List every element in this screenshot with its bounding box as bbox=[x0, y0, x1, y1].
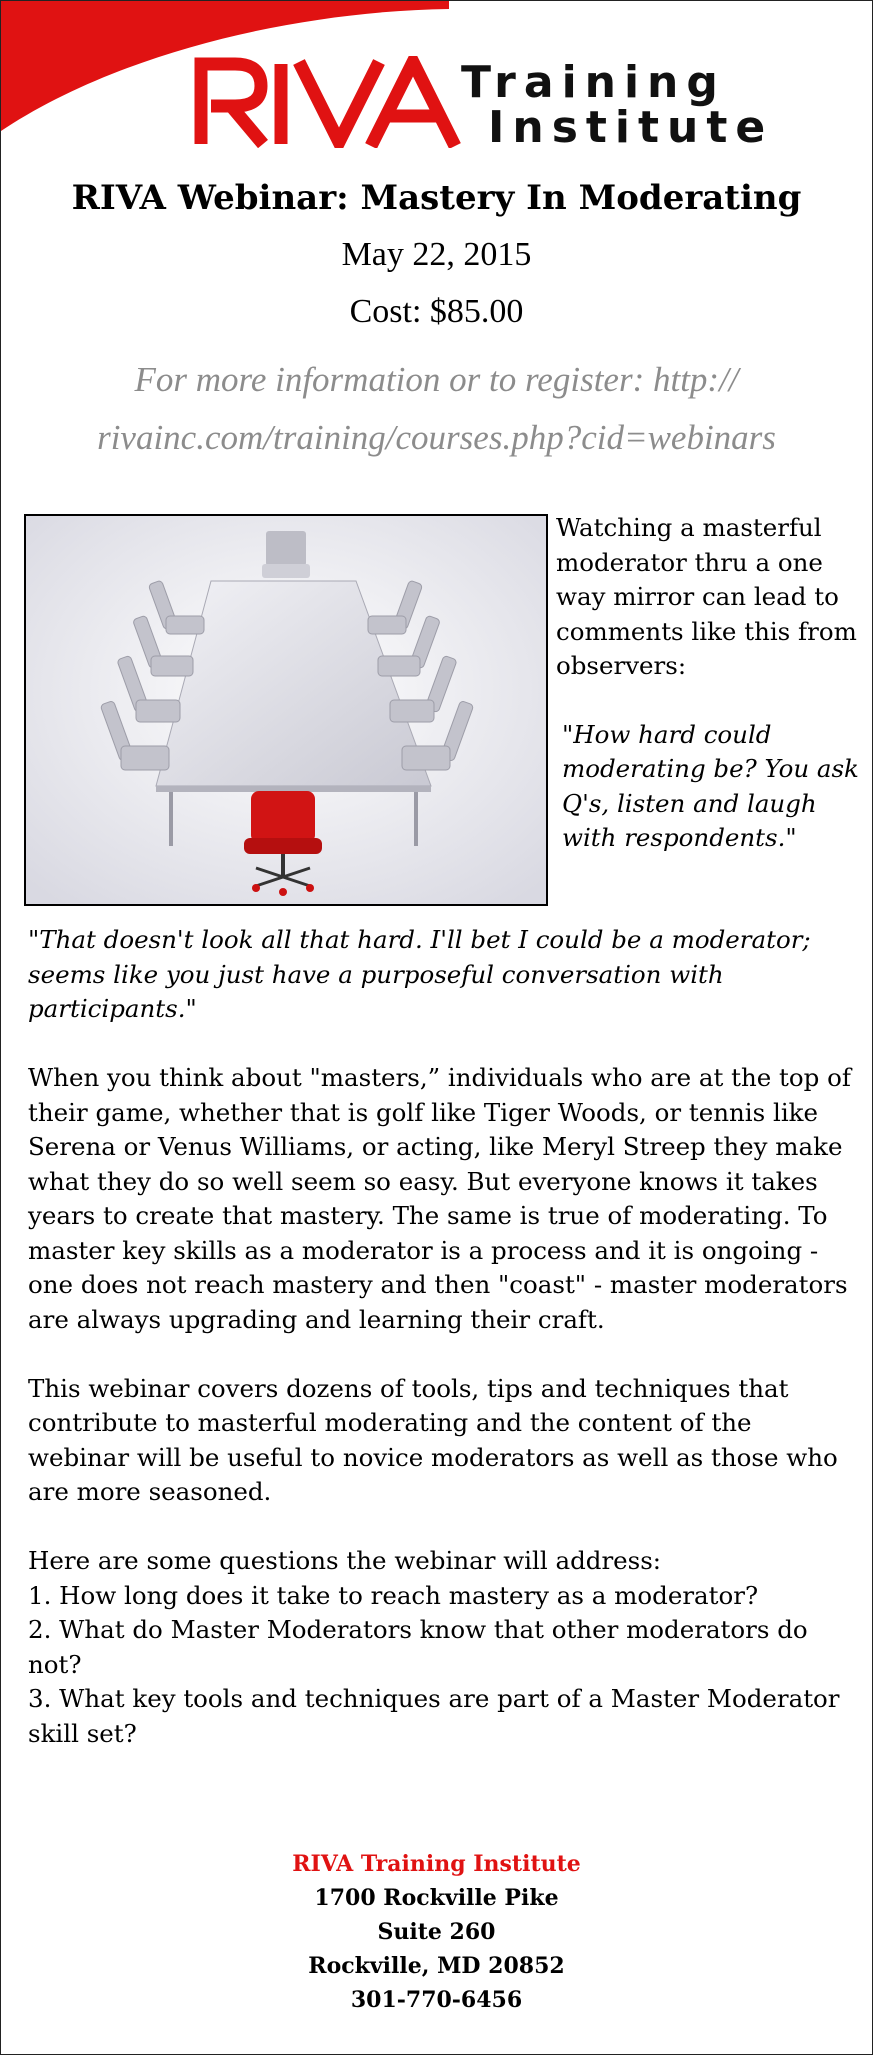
riva-logo bbox=[191, 56, 481, 148]
footer-organization-name: RIVA Training Institute bbox=[292, 1851, 581, 1877]
footer-phone: 301-770-6456 bbox=[350, 1987, 523, 2013]
footer-address-line1: 1700 Rockville Pike bbox=[314, 1885, 559, 1911]
questions-list bbox=[28, 1544, 858, 1751]
registration-info bbox=[1, 351, 872, 467]
logo-training-text: Training bbox=[461, 57, 726, 108]
registration-info-line1: For more information or to register: http:// bbox=[134, 360, 739, 399]
conference-table-illustration-icon bbox=[26, 516, 546, 904]
logo-institute-text: Institute bbox=[488, 102, 774, 153]
body-paragraph-2: This webinar covers dozens of tools, tips and techniques that contribute to masterful moderating and the content of the webinar will be useful to novice moderators as well as those who are more seasoned. bbox=[28, 1373, 838, 1506]
webinar-cost: Cost: $85.00 bbox=[349, 293, 524, 330]
side-text bbox=[556, 511, 861, 856]
footer-address bbox=[1, 1847, 872, 2017]
side-intro: Watching a masterful moderator thru a one way mirror can lead to comments like this from observers: bbox=[556, 513, 857, 680]
question-item: 3. What key tools and techniques are part of a Master Moderator skill set? bbox=[28, 1684, 840, 1748]
footer-city: Rockville, MD 20852 bbox=[308, 1953, 565, 1979]
webinar-title: RIVA Webinar: Mastery In Moderating bbox=[71, 178, 802, 218]
question-item: 2. What do Master Moderators know that other moderators do not? bbox=[28, 1615, 808, 1679]
webinar-date: May 22, 2015 bbox=[341, 236, 532, 273]
question-item: 1. How long does it take to reach mastery as a moderator? bbox=[28, 1580, 759, 1610]
body-text bbox=[28, 923, 858, 1751]
side-quote: "How hard could moderating be? You ask Q's, listen and laugh with respondents." bbox=[562, 719, 859, 852]
body-paragraph-1: When you think about "masters,” individuals who are at the top of their game, whether that is golf like Tiger Woods, or tennis like Serena or Venus Williams, or acting, like Meryl Streep they make what they do so well seem so easy. But everyone knows it takes years to create that mastery. The same is true of moderating. To master key skills as a moderator is a process and it is ongoing - one does not reach mastery and then "coast" - master moderators are always upgrading and learning their craft. bbox=[28, 1063, 851, 1334]
conference-table-image bbox=[24, 514, 548, 906]
registration-info-line2: rivainc.com/training/courses.php?cid=webinars bbox=[97, 418, 776, 457]
observer-quote: "That doesn't look all that hard. I'll bet I could be a moderator; seems like you just have a purposeful conversation with participants." bbox=[28, 925, 811, 1023]
questions-intro: Here are some questions the webinar will address: bbox=[28, 1546, 662, 1575]
footer-address-line2: Suite 260 bbox=[377, 1919, 496, 1945]
